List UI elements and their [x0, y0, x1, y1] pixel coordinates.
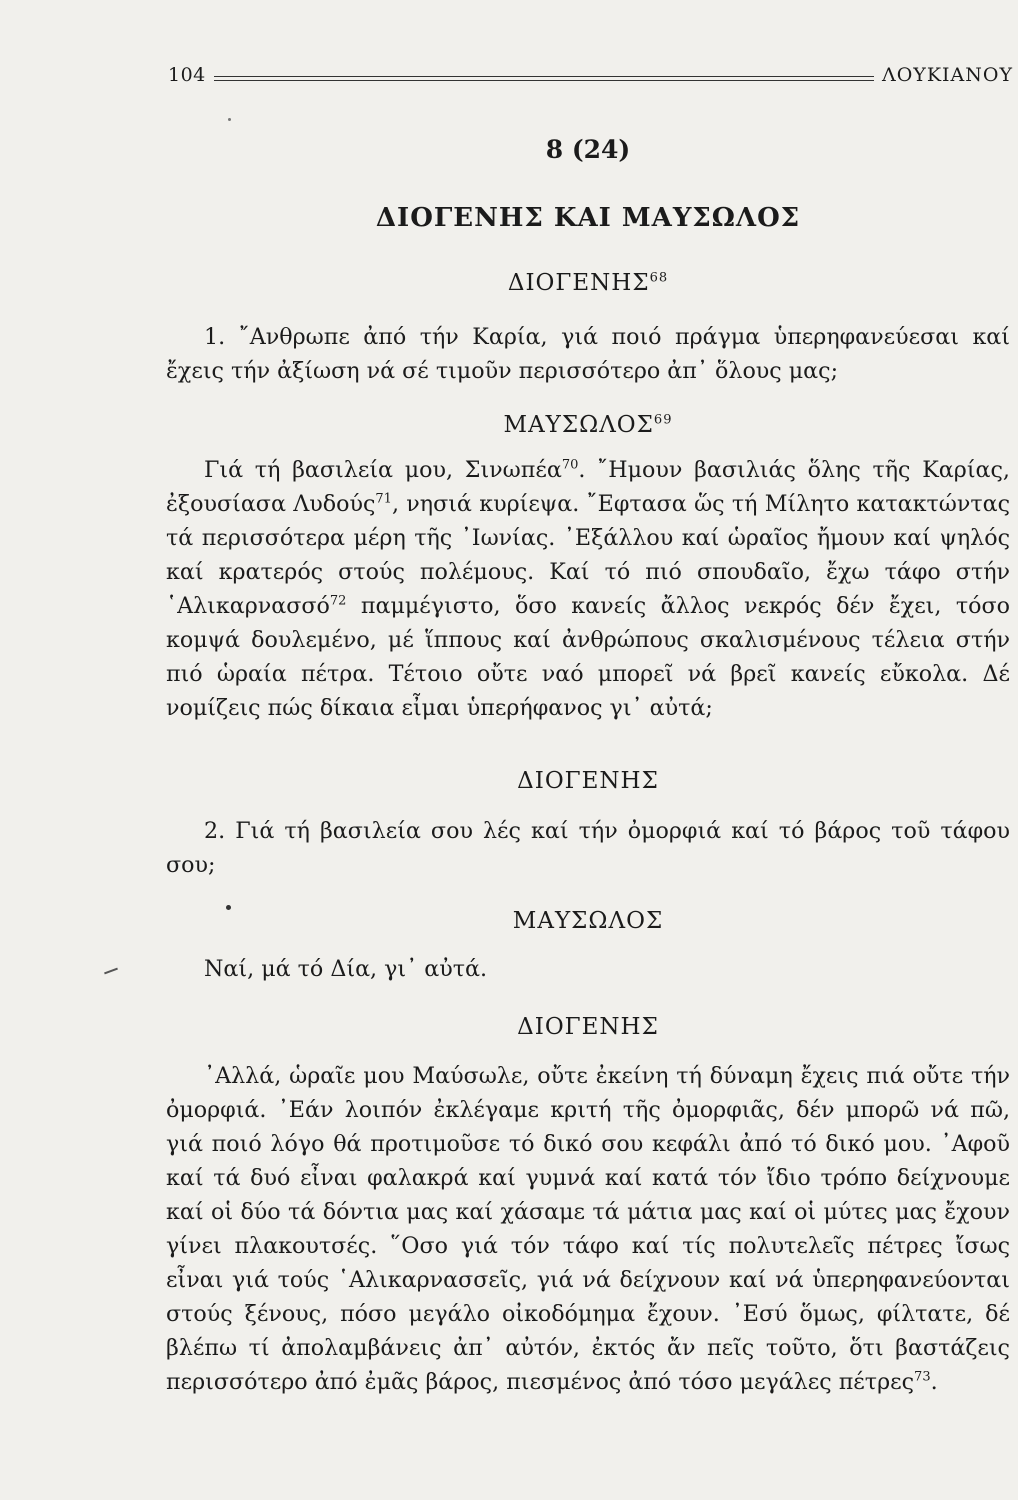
speaker-heading: ΔΙΟΓΕΝΗΣ [517, 768, 659, 794]
speaker-heading: ΔΙΟΓΕΝΗΣ$^{68}$ [507, 270, 669, 296]
dialogue-paragraph: 1. ῎Ανθρωπε ἀπό τήν Καρία, γιά ποιό πράγμα ὑπερηφανεύεσαι καί ἔχεις τήν ἀξίωση νά σέ τιμοῦν περισσότερο ἀπ᾽ ὅλους μας; [166, 324, 1010, 384]
dialogue-number: 8 (24) [545, 135, 631, 164]
footnote-ref: 71 [375, 491, 392, 507]
footnote-ref: 73 [914, 1369, 931, 1385]
dialogue-paragraph: Ναί, μά τό Δία, γι᾽ αὐτά. [204, 956, 488, 982]
dialogue-paragraph: 2. Γιά τή βασιλεία σου λές καί τήν ὀμορφιά καί τό βάρος τοῦ τάφου σου; [166, 818, 1010, 878]
dialogue-paragraph: Γιά τή βασιλεία μου, Σινωπέα$^{70}$. ῎Ημουν βασιλιάς ὅλης τῆς Καρίας, ἐξουσίασα Λυδούς$^{71}$, νησιά κυρίεψα. ῎Εφτασα ὥς τή Μίλητο κατακτώντας τά περισσότερα μέρη τῆς ᾽Ιωνίας. ᾽Εξάλλου καί ὡραῖος ἤμουν καί ψηλός καί κρατερός στούς πολέμους. Καί τό πιό σπουδαῖο, ἔχω τάφο στήν ῾Αλικαρνασσό$^{72}$ παμμέγιστο, ὅσο κανείς ἄλλος νεκρός δέν ἔχει, τόσο κομψά δουλεμένο, μέ ἵππους καί ἀνθρώπους σκαλισμένους τέλεια στήν πιό ὡραία πέτρα. Τέτοιο οὔτε ναό μπορεῖ νά βρεῖ κανείς εὔκολα. Δέ νομίζεις πώς δίκαια εἶμαι ὑπερήφανος γι᾽ αὐτά; [166, 457, 1011, 721]
dialogue-title: ΔΙΟΓΕΝΗΣ ΚΑΙ ΜΑΥΣΩΛΟΣ [375, 203, 801, 233]
speaker-heading: ΔΙΟΓΕΝΗΣ [517, 1014, 659, 1040]
running-title: ΛΟΥΚΙΑΝΟΥ [881, 64, 1013, 86]
dialogue-paragraph: ᾽Αλλά, ὡραῖε μου Μαύσωλε, οὔτε ἐκείνη τή δύναμη ἔχεις πιά οὔτε τήν ὀμορφιά. ᾽Εάν λοιπόν ἐκλέγαμε κριτή τῆς ὀμορφιᾶς, δέν μπορῶ νά πῶ, γιά ποιό λόγο θά προτιμοῦσε τό δικό σου κεφάλι ἀπό τό δικό μου. ᾽Αφοῦ καί τά δυό εἶναι φαλακρά καί γυμνά καί κατά τόν ἴδιο τρόπο δείχνουμε καί οἱ δύο τά δόντια μας καί χάσαμε τά μάτια μας καί οἱ μύτες μας ἔχουν γίνει πλακουτσές. ῞Οσο γιά τόν τάφο καί τίς πολυτελεῖς πέτρες ἴσως εἶναι γιά τούς ῾Αλικαρνασσεῖς, γιά νά δείχνουν καί νά ὑπερηφανεύονται στούς ξένους, πόσο μεγάλο οἰκοδόμημα ἔχουν. ᾽Εσύ ὅμως, φίλτατε, δέ βλέπω τί ἀπολαμβάνεις ἀπ᾽ αὐτόν, ἐκτός ἄν πεῖς τοῦτο, ὅτι βαστάζεις περισσότερο ἀπό ἐμᾶς βάρος, πιεσμένος ἀπό τόσο μεγάλες πέτρες$^{73}$. [166, 1063, 1010, 1395]
speaker-heading: ΜΑΥΣΩΛΟΣ [512, 908, 664, 934]
running-header [168, 58, 1013, 92]
scan-speck [226, 905, 231, 910]
footnote-ref: 69 [653, 412, 673, 428]
page-number: 104 [168, 64, 206, 86]
scan-speck [228, 118, 231, 121]
header-rule [214, 76, 874, 81]
footnote-ref: 68 [649, 270, 669, 286]
scan-mark [104, 968, 118, 975]
footnote-ref: 72 [329, 593, 347, 609]
speaker-heading: ΜΑΥΣΩΛΟΣ$^{69}$ [503, 412, 673, 438]
footnote-ref: 70 [561, 457, 579, 473]
